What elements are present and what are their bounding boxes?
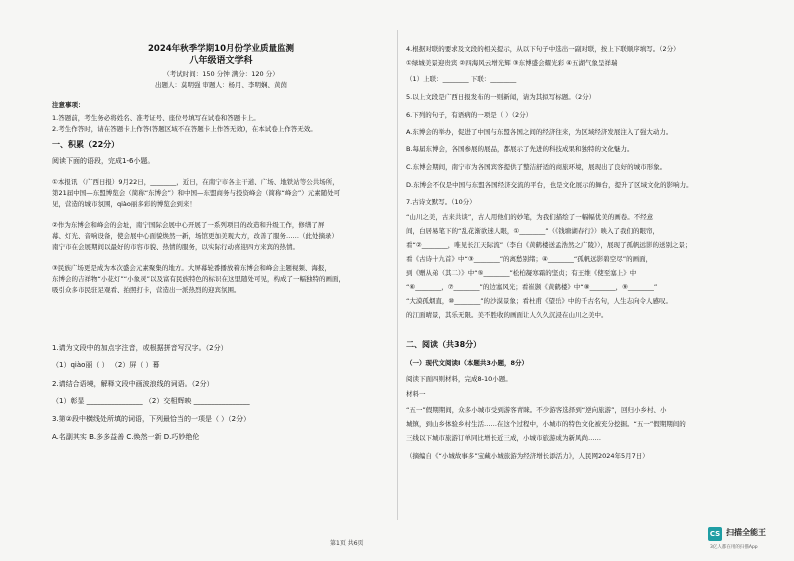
- exam-subject: 八年级语文学科: [189, 56, 253, 66]
- question-line: 的江面晴景，其乐无限。美不胜收的画面让人久久沉浸在山川之美中。: [406, 311, 608, 319]
- subsection-heading: （一）现代文阅读Ⅰ（本题共3小题，8分）: [406, 359, 528, 367]
- exam-info: （考试时间：150 分钟 满分：120 分）: [163, 70, 279, 78]
- passage-line: 第21届中国—东盟博览会（简称“东博会”）和中国—东盟商务与投资峰会（简称“峰会”）元素随处可: [52, 189, 341, 197]
- material-line: 三线以下城市旅游订单同比增长近三成，小城市旅游成为新风尚……: [406, 434, 601, 442]
- reading-instruction: 阅读下面的语段，完成1-6小题。: [52, 157, 155, 165]
- question-line: 6.下列的句子，有语病的一项是（ ）（2分）: [406, 111, 533, 119]
- question-line: 3.第②段中横线处所填的词语，下列最恰当的一项是（ ）（2分）: [52, 415, 251, 423]
- passage-line: 见，营造的城市氛围，qiào丽多彩的博览会到来！: [52, 200, 196, 208]
- question-line: 5.以上文段是广西日报发布的一则新闻，请为其拟写标题。（2分）: [406, 93, 596, 101]
- exam-title: 2024年秋季学期10月份学业质量监测: [148, 44, 294, 54]
- question-line: C.东博会期间，南宁市为各国宾客提供了整洁舒适的商旅环境，展现出了良好的城市形象。: [406, 163, 667, 171]
- question-line: （1）qiào丽（ ） （2）屏（ ）幕: [52, 361, 160, 369]
- material-line: 城镇，到山乡体验乡村生活……在这个过程中，小城市的特色文化被充分挖掘。“五一”假期期间的: [406, 420, 686, 428]
- question-line: （1）彰显 ________________ （2）交相辉映 ________________: [52, 397, 250, 405]
- watermark-tagline: 3亿人都在用的扫描App: [710, 545, 758, 550]
- left-column: [52, 0, 390, 561]
- question-line: “大漠孤烟直，⑩________”的沙漠景象；看杜甫《望岳》中的千古名句，人生志向令人感叹。: [406, 297, 673, 305]
- question-line: A.名副其实 B.多多益善 C.焕然一新 D.巧妙绝伦: [52, 433, 200, 441]
- material-line: “五一”假期期间，众多小城市受到游客青睐。不少游客选择到“逆向旅游”，回归小乡村、小: [406, 406, 667, 414]
- notes-item: 1.答题前，考生务必将姓名、准考证号、座位号填写在试卷和答题卡上。: [52, 114, 260, 122]
- notes-item: 2.考生作答时，请在答题卡上作答(答题区域不在答题卡上作答无效)，在本试卷上作答无效。: [52, 125, 317, 133]
- question-line: D.东博会不仅是中国与东盟各国经济交流的平台，也是文化展示的舞台，提升了区域文化的影响力。: [406, 181, 693, 189]
- camscanner-logo-icon: CS: [708, 527, 722, 541]
- question-line: 看“②________，唯见长江天际流”（李白《黄鹤楼送孟浩然之广陵》），展现了孤帆远影的送别之景；: [406, 241, 692, 249]
- question-line: 到《赠从弟（其二）》中“⑤________”松柏凝寒霜的坚贞；有王维《使至塞上》中: [406, 269, 637, 277]
- question-line: 4.根据对联的要求及文段的相关提示，从以下句子中选出一副对联，按上下联顺序填写。（2分）: [406, 45, 680, 53]
- right-column: [406, 0, 746, 561]
- question-line: 阅读下面四则材料，完成8-10小题。: [406, 375, 512, 383]
- question-line: （1）上联：________ 下联：________: [406, 75, 517, 83]
- question-line: 间，白居易笔下的“乱花渐欲迷人眼，①________”（《钱塘湖春行》）映入了我们的眼帘，: [406, 227, 660, 235]
- passage-line: ②作为东博会和峰会的会址，南宁国际会展中心开展了一系列项目的改造和升级工作，修缮了屏: [52, 221, 325, 229]
- question-line: ①绿城美景迎贵宾 ②四海风云增光辉 ③东博盛会耀光彩 ④五湖气象呈祥瑞: [406, 59, 618, 67]
- column-divider: [397, 30, 398, 520]
- passage-line: 吸引众多市民驻足观看、拍照打卡，营造出一派热烈的迎宾氛围。: [52, 286, 241, 294]
- exam-authors: 出题人：莫明强 审题人：杨月、李明娴、黄茵: [154, 81, 288, 89]
- section-heading: 二、阅读（共38分）: [406, 340, 482, 349]
- section-heading: 一、积累（22分）: [52, 140, 120, 149]
- question-line: B.每届东博会，各国参展的展品，都展示了先进的科技成果和独特的文化魅力。: [406, 145, 634, 153]
- passage-line: 南宁市在会展期间以最好的市容市貌、热情的服务，以实际行动喜迎四方来宾的热情。: [52, 243, 299, 251]
- question-line: 2.请结合语境，解释文段中画波浪线的词语。（2分）: [52, 380, 214, 388]
- question-line: “山川之美，古来共谈”，古人用他们的妙笔，为我们描绘了一幅幅优美的画卷。不经意: [406, 213, 654, 221]
- watermark-app-name: 扫描全能王: [726, 528, 766, 537]
- page-number: 第1页 共6页: [330, 540, 364, 547]
- notes-heading: 注意事项：: [52, 101, 85, 109]
- passage-line: ①本报讯 （广西日报）9月22日，________，近日，在南宁市各主干道、广场、地铁站等公共场所，: [52, 178, 339, 186]
- passage-line: 幕、灯光、音响设备，使会展中心面貌焕然一新，场馆更加美观大方，改善了服务……（此处摘录）: [52, 232, 338, 240]
- material-source: （摘编自《“小城故事多”宝藏小城旅游为经济增长添活力》，人民网2024年5月7日）: [406, 452, 649, 460]
- question-line: 7.古诗文默写。（10分）: [406, 198, 476, 206]
- question-line: 看《古诗十九首》中“③________”的离愁别绪；④________“孤帆远影碧空尽”的画面，: [406, 255, 653, 263]
- question-line: 材料一: [406, 390, 426, 398]
- question-line: “⑥________，⑦________”的边塞风光；看崔颢《黄鹤楼》中“⑧________，⑨________”: [406, 283, 658, 291]
- passage-line: 东博会的吉祥物“小花灯”“小象灵”以及富有民族特色的标识在这里随处可见，构成了一幅独特的画面，: [52, 275, 345, 283]
- passage-line: ③民族广场更是成为本次盛会元素聚集的地方。大屏幕轮番播放着东博会和峰会主题视频、海报，: [52, 264, 331, 272]
- question-line: 1.请为文段中的加点字注音，或根据拼音写汉字。（2分）: [52, 344, 228, 352]
- question-line: A.东博会的举办，促进了中国与东盟各国之间的经济往来，为区域经济发展注入了强大动力。: [406, 128, 673, 136]
- scanner-watermark: [706, 524, 794, 554]
